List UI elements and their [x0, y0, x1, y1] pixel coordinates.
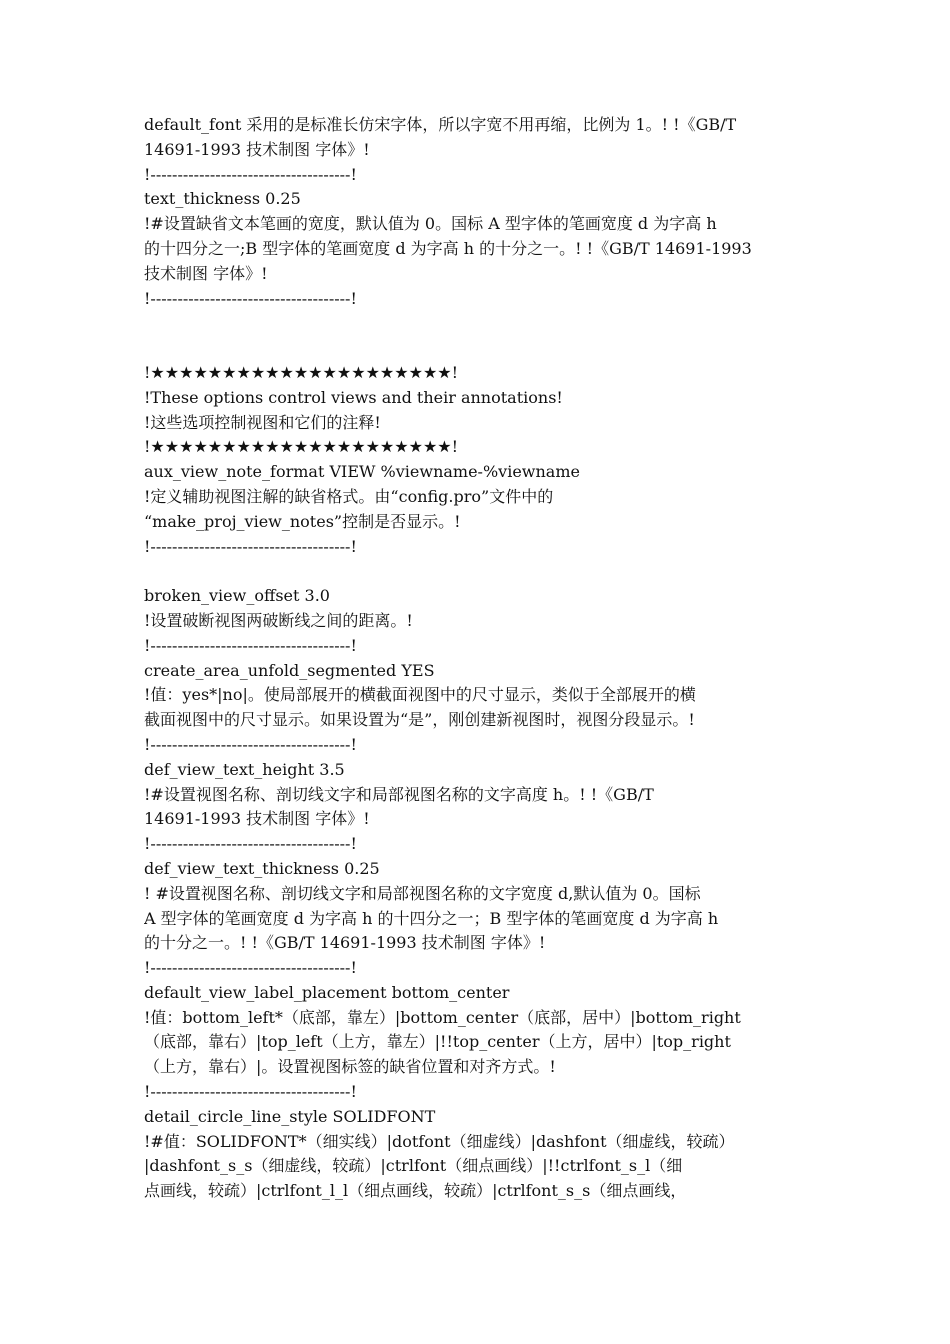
text-line: aux_view_note_format VIEW %viewname-%viewname: [144, 462, 580, 482]
text-line: 的十分之一。! !《GB/T 14691-1993 技术制图 字体》!: [144, 933, 546, 953]
text-line: “make_proj_view_notes”控制是否显示。!: [144, 511, 461, 531]
text-line: !★★★★★★★★★★★★★★★★★★★★★!: [144, 362, 459, 382]
text-line: !★★★★★★★★★★★★★★★★★★★★★!: [144, 437, 459, 457]
text-line: ! #设置视图名称、剖切线文字和局部视图名称的文字宽度 d,默认值为 0。国标: [144, 883, 701, 903]
text-line: !-------------------------------------!: [144, 635, 357, 655]
text-line: 14691-1993 技术制图 字体》!: [144, 139, 370, 159]
text-line: |dashfont_s_s（细虚线，较疏）|ctrlfont（细点画线）|!!ctrlfont_s_l（细: [144, 1156, 683, 1176]
text-line: !-------------------------------------!: [144, 288, 357, 308]
text-line: !-------------------------------------!: [144, 164, 357, 184]
text-line: !-------------------------------------!: [144, 958, 357, 978]
text-line: （上方，靠右）|。设置视图标签的缺省位置和对齐方式。!: [144, 1057, 556, 1077]
text-line: def_view_text_height 3.5: [144, 759, 345, 779]
text-line: !#设置视图名称、剖切线文字和局部视图名称的文字高度 h。! !《GB/T: [144, 784, 654, 804]
text-line: !设置破断视图两破断线之间的距离。!: [144, 610, 413, 630]
text-line: !-------------------------------------!: [144, 834, 357, 854]
document-body: [144, 113, 814, 1204]
blank-line: [144, 559, 814, 584]
text-line: !值：yes*|no|。使局部展开的横截面视图中的尺寸显示，类似于全部展开的横: [144, 685, 696, 705]
text-line: 截面视图中的尺寸显示。如果设置为“是”，刚创建新视图时，视图分段显示。!: [144, 710, 695, 730]
text-line: 点画线，较疏）|ctrlfont_l_l（细点画线，较疏）|ctrlfont_s_s（细点画线，: [144, 1181, 687, 1201]
text-line: !These options control views and their annotations!: [144, 387, 563, 407]
text-line: 技术制图 字体》!: [144, 263, 268, 283]
text-line: 14691-1993 技术制图 字体》!: [144, 809, 370, 829]
text-line: default_font 采用的是标准长仿宋字体，所以字宽不用再缩，比例为 1。! !《GB/T: [144, 115, 737, 134]
text-line: !-------------------------------------!: [144, 1082, 357, 1102]
text-line: A 型字体的笔画宽度 d 为字高 h 的十四分之一；B 型字体的笔画宽度 d 为字高 h: [144, 908, 719, 928]
text-line: !值：bottom_left*（底部，靠左）|bottom_center（底部，居中）|bottom_right: [144, 1007, 741, 1027]
blank-line: [144, 336, 814, 361]
text-line: （底部，靠右）|top_left（上方，靠左）|!!top_center（上方，居中）|top_right: [144, 1032, 731, 1052]
text-line: def_view_text_thickness 0.25: [144, 858, 380, 878]
text-line: !这些选项控制视图和它们的注释!: [144, 412, 381, 432]
text-line: detail_circle_line_style SOLIDFONT: [144, 1106, 436, 1126]
text-line: 的十四分之一;B 型字体的笔画宽度 d 为字高 h 的十分之一。! !《GB/T 14691-1993: [144, 238, 752, 258]
text-line: text_thickness 0.25: [144, 189, 301, 209]
text-line: !定义辅助视图注解的缺省格式。由“config.pro”文件中的: [144, 486, 554, 506]
text-line: !-------------------------------------!: [144, 734, 357, 754]
text-line: broken_view_offset 3.0: [144, 586, 330, 606]
text-line: !-------------------------------------!: [144, 536, 357, 556]
blank-line: [144, 311, 814, 336]
text-line: default_view_label_placement bottom_center: [144, 982, 510, 1002]
text-line: !#值：SOLIDFONT*（细实线）|dotfont（细虚线）|dashfont（细虚线，较疏）: [144, 1131, 735, 1151]
text-line: create_area_unfold_segmented YES: [144, 660, 435, 680]
text-line: !#设置缺省文本笔画的宽度，默认值为 0。国标 A 型字体的笔画宽度 d 为字高 h: [144, 214, 717, 234]
